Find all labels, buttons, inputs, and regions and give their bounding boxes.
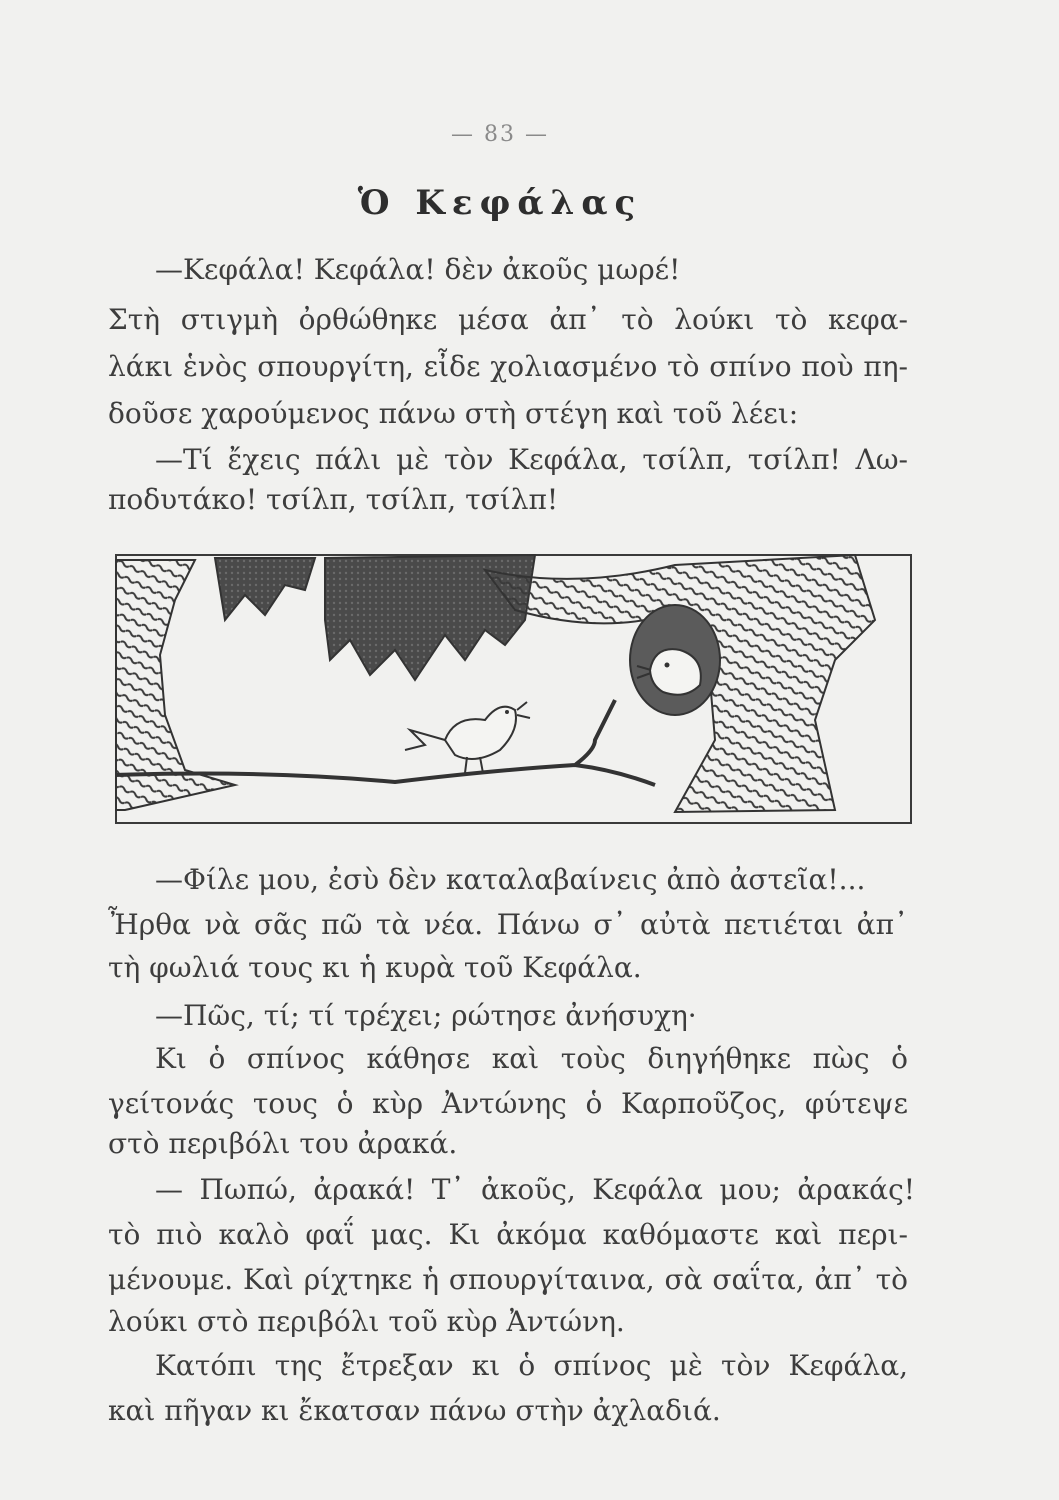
text-line: — Πωπώ, ἀρακά! Τ᾽ ἀκοῦς, Κεφάλα μου; ἀρακάς! bbox=[155, 1173, 915, 1206]
text-line: ποδυτάκο! τσίλπ, τσίλπ, τσίλπ! bbox=[108, 483, 559, 516]
sparrow-in-hollow bbox=[650, 649, 701, 695]
text-line: στὸ περιβόλι του ἀρακά. bbox=[108, 1127, 458, 1160]
text-line: —Τί ἔχεις πάλι μὲ τὸν Κεφάλα, τσίλπ, τσίλπ! Λω- bbox=[155, 443, 908, 476]
text-line: λάκι ἑνὸς σπουργίτη, εἶδε χολιασμένο τὸ σπίνο ποὺ πη- bbox=[108, 350, 908, 383]
text-line: μένουμε. Καὶ ρίχτηκε ἡ σπουργίταινα, σὰ σαΐτα, ἀπ᾽ τὸ bbox=[108, 1263, 908, 1296]
text-line: —Φίλε μου, ἐσὺ δὲν καταλαβαίνεις ἀπὸ ἀστεῖα!... bbox=[155, 863, 866, 896]
text-line: καὶ πῆγαν κι ἔκατσαν πάνω στὴν ἀχλαδιά. bbox=[108, 1394, 721, 1427]
text-line: λούκι στὸ περιβόλι τοῦ κὺρ Ἀντώνη. bbox=[108, 1305, 625, 1338]
text-line: —Κεφάλα! Κεφάλα! δὲν ἀκοῦς μωρέ! bbox=[155, 253, 681, 286]
page-number: — 83 — bbox=[451, 122, 549, 147]
text-line: τὴ φωλιά τους κι ἡ κυρὰ τοῦ Κεφάλα. bbox=[108, 951, 642, 984]
text-line: γείτονάς τους ὁ κὺρ Ἀντώνης ὁ Καρποῦζος, φύτεψε bbox=[108, 1087, 908, 1120]
text-line: δοῦσε χαρούμενος πάνω στὴ στέγη καὶ τοῦ λέει: bbox=[108, 397, 799, 430]
text-line: Κι ὁ σπίνος κάθησε καὶ τοὺς διηγήθηκε πὼς ὁ bbox=[155, 1042, 908, 1075]
chapter-title: Ὁ Κεφάλας bbox=[357, 183, 643, 223]
text-line: —Πῶς, τί; τί τρέχει; ρώτησε ἀνήσυχη· bbox=[155, 999, 697, 1032]
text-line: τὸ πιὸ καλὸ φαΐ μας. Κι ἀκόμα καθόμαστε καὶ περι- bbox=[108, 1218, 908, 1251]
text-line: Στὴ στιγμὴ ὀρθώθηκε μέσα ἀπ᾽ τὸ λούκι τὸ κεφα- bbox=[108, 303, 908, 336]
text-line: Ἦρθα νὰ σᾶς πῶ τὰ νέα. Πάνω σ᾽ αὐτὰ πετιέται ἀπ᾽ bbox=[108, 908, 908, 941]
tree-sparrows-illustration bbox=[115, 540, 915, 825]
text-line: Κατόπι της ἔτρεξαν κι ὁ σπίνος μὲ τὸν Κεφάλα, bbox=[155, 1349, 908, 1382]
